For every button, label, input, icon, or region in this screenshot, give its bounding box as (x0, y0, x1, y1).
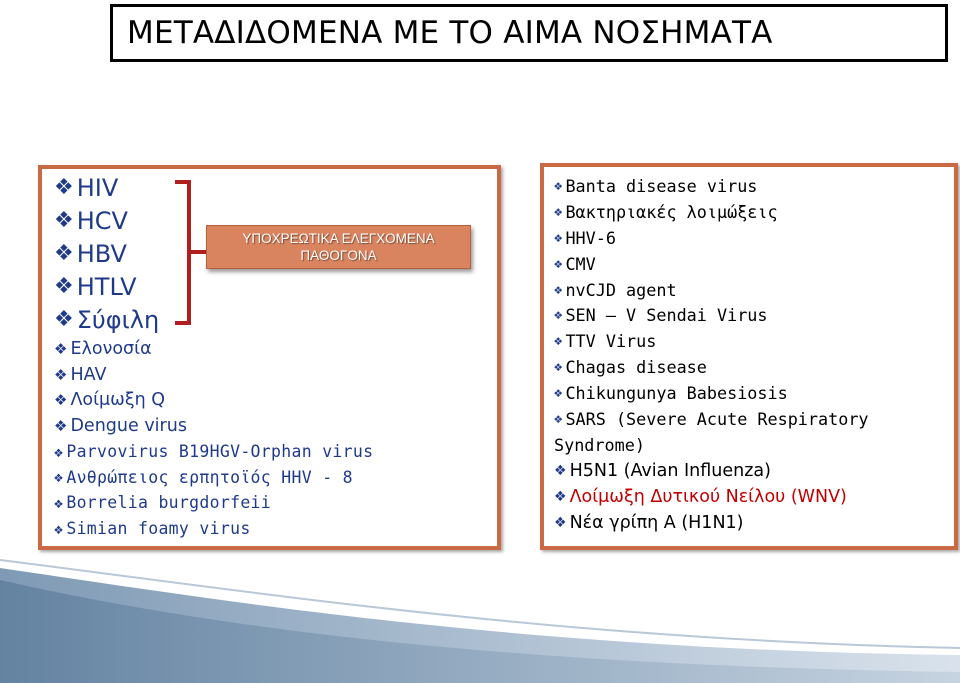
list-item: ❖ Ανθρώπειος ερπητοϊός HHV - 8 (54, 467, 353, 487)
list-item: ❖ Simian foamy virus (54, 519, 251, 539)
list-item: ❖ SEN – V Sendai Virus (554, 305, 768, 326)
list-item-continuation: Syndrome) (554, 434, 645, 455)
list-item: ❖ Νέα γρίπη Α (H1N1) (554, 512, 744, 533)
diamond-bullet-icon: ❖ (54, 365, 68, 384)
list-item: ❖ Borrelia burgdorfeii (54, 493, 272, 513)
diamond-bullet-icon: ❖ (554, 255, 563, 272)
list-item: ❖ Βακτηριακές λοιμώξεις (554, 201, 778, 222)
list-item: ❖ Chagas disease (554, 357, 707, 378)
diamond-bullet-icon: ❖ (54, 274, 74, 299)
list-item: ❖ HTLV (54, 272, 137, 301)
list-item: ❖ Parvovirus B19HGV-Orphan virus (54, 442, 374, 462)
list-item: ❖ Banta disease virus (554, 175, 758, 196)
mandatory-bracket (175, 180, 191, 325)
diamond-bullet-icon: ❖ (54, 208, 74, 233)
diamond-bullet-icon: ❖ (554, 385, 563, 402)
list-item: ❖ HBV (54, 239, 127, 268)
bracket-connector (191, 250, 207, 254)
mandatory-pathogens-badge (206, 225, 471, 269)
list-item: ❖ Σύφιλη (54, 305, 160, 334)
diamond-bullet-icon: ❖ (54, 175, 74, 200)
list-item: ❖ Λοίμωξη Q (54, 390, 166, 411)
list-item-highlight: ❖ Λοίμωξη Δυτικού Νείλου (WNV) (554, 486, 847, 507)
diamond-bullet-icon: ❖ (54, 468, 64, 487)
page-title: ΜΕΤΑΔΙΔΟΜΕΝΑ ΜΕ ΤΟ ΑΙΜΑ ΝΟΣΗΜΑΤΑ (127, 15, 773, 51)
title-box (110, 4, 948, 62)
list-item: ❖ SARS (Severe Acute Respiratory (554, 408, 869, 429)
diamond-bullet-icon: ❖ (554, 177, 563, 194)
left-panel (38, 165, 501, 550)
diamond-bullet-icon: ❖ (54, 493, 64, 512)
diamond-bullet-icon: ❖ (554, 359, 563, 376)
diamond-bullet-icon: ❖ (54, 442, 64, 461)
list-item: ❖ TTV Virus (554, 331, 657, 352)
diamond-bullet-icon: ❖ (554, 514, 567, 531)
diamond-bullet-icon: ❖ (554, 410, 563, 427)
right-panel (540, 163, 958, 550)
diamond-bullet-icon: ❖ (554, 307, 563, 324)
list-item: ❖ Chikungunya Babesiosis (554, 383, 788, 404)
list-item: ❖ Ελονοσία (54, 338, 152, 359)
list-item: ❖ H5N1 (Avian Influenza) (554, 460, 771, 481)
diamond-bullet-icon: ❖ (54, 307, 74, 332)
list-item: ❖ Dengue virus (54, 415, 187, 436)
diamond-bullet-icon: ❖ (554, 203, 563, 220)
list-item: ❖ HAV (54, 364, 107, 385)
list-item: ❖ HCV (54, 206, 128, 235)
diamond-bullet-icon: ❖ (554, 281, 563, 298)
diamond-bullet-icon: ❖ (554, 333, 563, 350)
diamond-bullet-icon: ❖ (54, 391, 68, 410)
badge-line-1: ΥΠΟΧΡΕΩΤΙΚΑ ΕΛΕΓΧΟΜΕΝΑ (242, 231, 435, 246)
diamond-bullet-icon: ❖ (54, 416, 68, 435)
badge-line-2: ΠΑΘΟΓΟΝΑ (300, 248, 377, 263)
list-item: ❖ HHV-6 (554, 227, 616, 248)
right-list (554, 173, 869, 535)
diamond-bullet-icon: ❖ (54, 339, 68, 358)
diamond-bullet-icon: ❖ (54, 241, 74, 266)
list-item: ❖ HIV (54, 173, 119, 202)
diamond-bullet-icon: ❖ (554, 229, 563, 246)
diamond-bullet-icon: ❖ (554, 488, 567, 505)
list-item: ❖ CMV (554, 253, 596, 274)
diamond-bullet-icon: ❖ (554, 462, 567, 479)
list-item: ❖ nvCJD agent (554, 279, 677, 300)
diamond-bullet-icon: ❖ (54, 519, 64, 538)
